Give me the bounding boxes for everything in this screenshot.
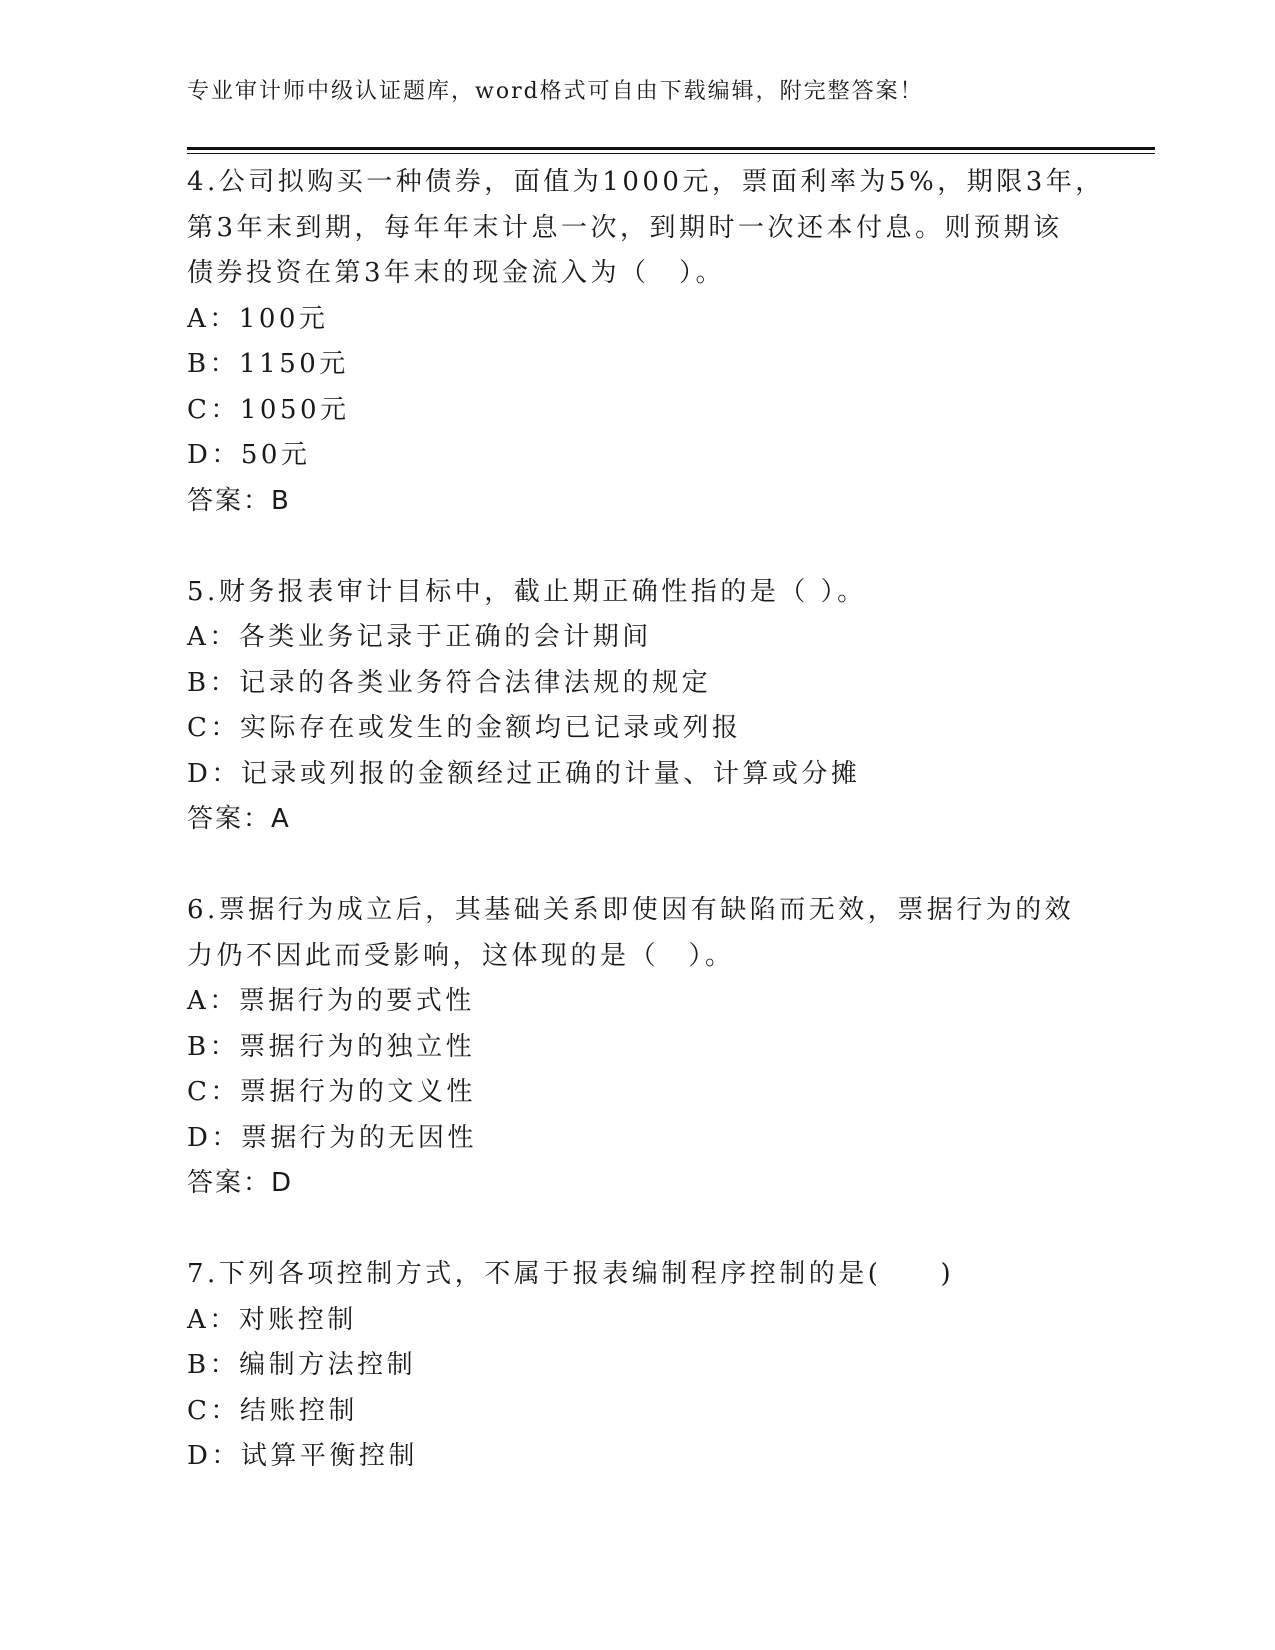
option-a: A：100元 <box>187 303 329 334</box>
option-a: A：对账控制 <box>187 1304 357 1335</box>
option-a: A：票据行为的要式性 <box>187 986 475 1016</box>
option-d: D：试算平衡控制 <box>187 1441 418 1471</box>
option-d: D：票据行为的无因性 <box>187 1122 477 1153</box>
question-stem-line: 债券投资在第3年末的现金流入为（ ）。 <box>187 258 726 288</box>
page-header: 专业审计师中级认证题库，word格式可自由下载编辑，附完整答案！ <box>187 79 924 104</box>
option-c: C：实际存在或发生的金额均已记录或列报 <box>187 713 742 743</box>
answer-line: 答案：D <box>187 1168 294 1198</box>
question-stem-line: 4.公司拟购买一种债券，面值为1000元，票面利率为5%，期限3年， <box>187 167 1105 197</box>
question-list <box>187 160 1105 1480</box>
question-stem-line: 力仍不因此而受影响，这体现的是（ ）。 <box>187 940 735 971</box>
option-c: C：1050元 <box>187 394 350 425</box>
option-a: A：各类业务记录于正确的会计期间 <box>187 622 652 652</box>
question-6 <box>187 888 1087 1207</box>
question-spacer <box>187 524 1087 570</box>
option-b: B：1150元 <box>187 349 349 379</box>
option-c: C：票据行为的文义性 <box>187 1077 476 1107</box>
question-5 <box>187 570 1087 843</box>
answer-line: 答案：A <box>187 804 291 834</box>
question-stem-line: 7.下列各项控制方式，不属于报表编制程序控制的是( ) <box>187 1259 955 1289</box>
header-divider-thin <box>187 153 1155 154</box>
option-b: B：票据行为的独立性 <box>187 1031 476 1062</box>
question-spacer <box>187 1207 1087 1253</box>
option-b: B：编制方法控制 <box>187 1350 417 1380</box>
question-spacer <box>187 843 1087 889</box>
question-stem-line: 第3年末到期，每年年末计息一次，到期时一次还本付息。则预期该 <box>187 212 1063 243</box>
option-c: C：结账控制 <box>187 1395 358 1426</box>
question-stem-line: 6.票据行为成立后，其基础关系即使因有缺陷而无效，票据行为的效 <box>187 895 1075 925</box>
option-d: D：50元 <box>187 440 311 470</box>
answer-line: 答案：B <box>187 485 291 516</box>
question-7 <box>187 1252 1087 1480</box>
question-stem-line: 5.财务报表审计目标中，截止期正确性指的是（ ）。 <box>187 576 867 607</box>
header-divider-thick <box>187 147 1155 150</box>
option-b: B：记录的各类业务符合法律法规的规定 <box>187 667 712 698</box>
question-4 <box>187 160 1105 524</box>
option-d: D：记录或列报的金额经过正确的计量、计算或分摊 <box>187 758 861 789</box>
